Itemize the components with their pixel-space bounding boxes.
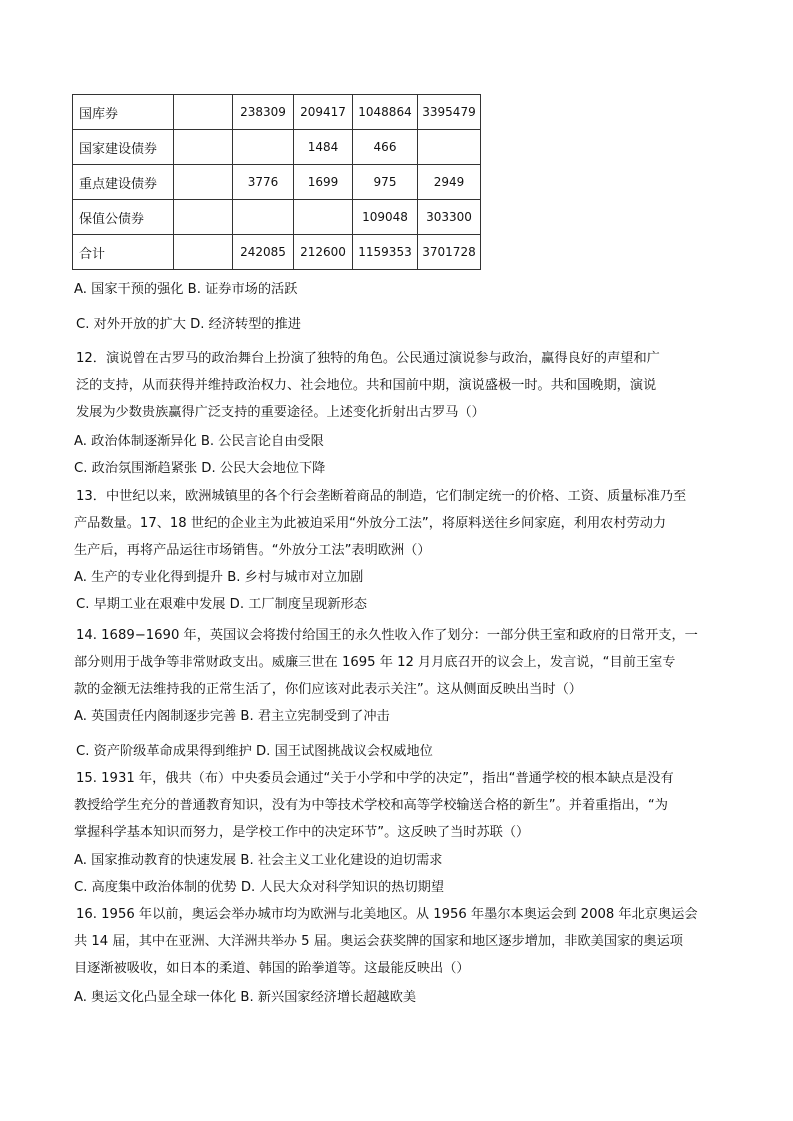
table-cell bbox=[418, 130, 481, 165]
table-row bbox=[73, 165, 481, 200]
question-13-text: 生产后，再将产品运往市场销售。“外放分工法”表明欧洲（） bbox=[74, 543, 431, 558]
table-cell bbox=[294, 200, 353, 235]
answer-options: A. 生产的专业化得到提升 B. 乡村与城市对立加剧 bbox=[74, 570, 364, 585]
table-cell: 2949 bbox=[418, 165, 481, 200]
row-label: 国家建设债券 bbox=[73, 130, 174, 165]
table-cell: 3776 bbox=[233, 165, 294, 200]
answer-options: C. 高度集中政治体制的优势 D. 人民大众对科学知识的热切期望 bbox=[74, 880, 445, 895]
table-cell bbox=[174, 200, 233, 235]
table-row bbox=[73, 235, 481, 270]
table-row bbox=[73, 130, 481, 165]
question-12-text: 发展为少数贵族赢得广泛支持的重要途径。上述变化折射出古罗马（） bbox=[76, 405, 485, 420]
answer-options: C. 政治氛围渐趋紧张 D. 公民大会地位下降 bbox=[74, 461, 326, 476]
row-label: 重点建设债券 bbox=[73, 165, 174, 200]
question-13-text: 13．中世纪以来，欧洲城镇里的各个行会垄断着商品的制造，它们制定统一的价格、工资、质量标准乃至 bbox=[76, 489, 687, 504]
table-cell bbox=[174, 165, 233, 200]
table-cell: 1159353 bbox=[353, 235, 418, 270]
table-cell: 1699 bbox=[294, 165, 353, 200]
question-13-text: 产品数量。17、18 世纪的企业主为此被迫采用“外放分工法”，将原料送往乡间家庭，利用农村劳动力 bbox=[74, 516, 667, 531]
table-cell: 212600 bbox=[294, 235, 353, 270]
question-12-text: 泛的支持，从而获得并维持政治权力、社会地位。共和国前中期，演说盛极一时。共和国晚期，演说 bbox=[76, 378, 657, 393]
table-cell: 1048864 bbox=[353, 95, 418, 130]
table-row bbox=[73, 200, 481, 235]
answer-options: A. 国家推动教育的快速发展 B. 社会主义工业化建设的迫切需求 bbox=[74, 853, 443, 868]
table-cell: 109048 bbox=[353, 200, 418, 235]
question-15-text: 15. 1931 年，俄共（布）中央委员会通过“关于小学和中学的决定”，指出“普通学校的根本缺点是没有 bbox=[76, 771, 674, 786]
answer-options: C. 资产阶级革命成果得到维护 D. 国王试图挑战议会权威地位 bbox=[76, 744, 433, 759]
answer-options: C. 早期工业在艰难中发展 D. 工厂制度呈现新形态 bbox=[76, 597, 367, 612]
answer-options: C. 对外开放的扩大 D. 经济转型的推进 bbox=[76, 317, 301, 332]
table-cell: 975 bbox=[353, 165, 418, 200]
question-14-text: 部分则用于战争等非常财政支出。威廉三世在 1695 年 12 月月底召开的议会上，发言说，“目前王室专 bbox=[74, 655, 676, 670]
table-cell: 1484 bbox=[294, 130, 353, 165]
answer-options: A. 英国责任内阁制逐步完善 B. 君主立宪制受到了冲击 bbox=[74, 709, 390, 724]
question-14-text: 款的金额无法维持我的正常生活了，你们应该对此表示关注”。这从侧面反映出当时（） bbox=[74, 682, 582, 697]
question-12-text: 12．演说曾在古罗马的政治舞台上扮演了独特的角色。公民通过演说参与政治，赢得良好的声望和广 bbox=[76, 351, 660, 366]
answer-options: A. 政治体制逐渐异化 B. 公民言论自由受限 bbox=[74, 434, 324, 449]
row-label: 保值公债券 bbox=[73, 200, 174, 235]
question-15-text: 掌握科学基本知识而努力，是学校工作中的决定环节”。这反映了当时苏联（） bbox=[74, 825, 530, 840]
question-16-text: 16. 1956 年以前，奥运会举办城市均为欧洲与北美地区。从 1956 年墨尔本奥运会到 2008 年北京奥运会 bbox=[76, 907, 698, 922]
table-cell: 209417 bbox=[294, 95, 353, 130]
bond-table bbox=[72, 94, 481, 270]
question-16-text: 目逐渐被吸收，如日本的柔道、韩国的跆拳道等。这最能反映出（） bbox=[74, 961, 470, 976]
table-cell bbox=[174, 235, 233, 270]
question-16-text: 共 14 届，其中在亚洲、大洋洲共举办 5 届。奥运会获奖牌的国家和地区逐步增加，非欧美国家的奥运项 bbox=[74, 934, 683, 949]
table-cell bbox=[174, 95, 233, 130]
table-cell: 3395479 bbox=[418, 95, 481, 130]
table-cell: 242085 bbox=[233, 235, 294, 270]
table-cell bbox=[233, 200, 294, 235]
answer-options: A. 奥运文化凸显全球一体化 B. 新兴国家经济增长超越欧美 bbox=[74, 990, 417, 1005]
row-label: 国库券 bbox=[73, 95, 174, 130]
table-cell: 303300 bbox=[418, 200, 481, 235]
table-cell: 238309 bbox=[233, 95, 294, 130]
question-14-text: 14. 1689−1690 年，英国议会将拨付给国王的永久性收入作了划分：一部分供王室和政府的日常开支，一 bbox=[76, 628, 698, 643]
question-15-text: 教授给学生充分的普通教育知识，没有为中等技术学校和高等学校输送合格的新生”。并着重指出，“为 bbox=[74, 798, 668, 813]
table-cell bbox=[174, 130, 233, 165]
table-cell bbox=[233, 130, 294, 165]
table-cell: 466 bbox=[353, 130, 418, 165]
answer-options: A. 国家干预的强化 B. 证券市场的活跃 bbox=[74, 282, 298, 297]
table-row bbox=[73, 95, 481, 130]
table-cell: 3701728 bbox=[418, 235, 481, 270]
row-label: 合计 bbox=[73, 235, 174, 270]
